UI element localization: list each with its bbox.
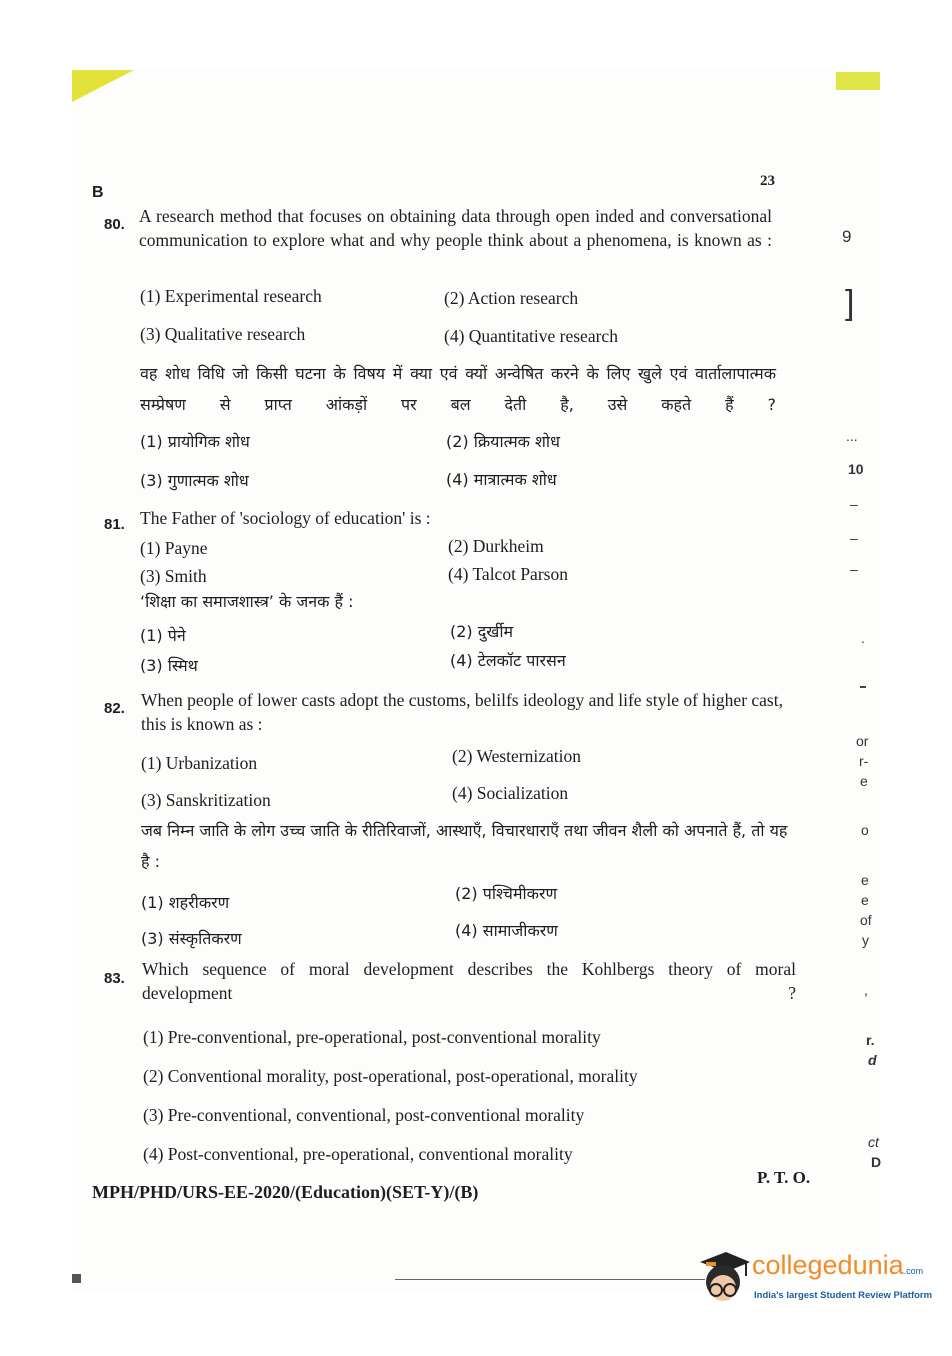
edge-fragment: ] <box>845 284 855 322</box>
hindi-option-4: (4) टेलकॉट पारसन <box>450 651 566 670</box>
edge-fragment: e <box>860 773 868 789</box>
booklet-tag: B <box>92 184 104 201</box>
collegedunia-watermark <box>692 1248 933 1316</box>
edge-fragment: ct <box>868 1134 879 1150</box>
question-text-hindi: जब निम्न जाति के लोग उच्च जाति के रीतिरिवाजों, आस्थाएँ, विचारधाराएँ तथा जीवन शैली को अपनाते हैं, तो यह है : <box>141 821 788 871</box>
hindi-option-1: (1) प्रायोगिक शोध <box>140 432 250 451</box>
question-number: 80. <box>104 216 125 233</box>
hindi-option-2: (2) दुर्खीम <box>450 622 514 641</box>
question-number: 81. <box>104 516 125 533</box>
scan-rule <box>395 1279 705 1280</box>
option-2: (2) Conventional morality, post-operational, post-operational, morality <box>143 1066 638 1086</box>
edge-fragment: – <box>850 530 858 546</box>
mascot-icon <box>692 1248 752 1314</box>
option-2: (2) Durkheim <box>448 536 544 556</box>
hindi-option-3: (3) संस्कृतिकरण <box>141 929 242 948</box>
option-3: (3) Sanskritization <box>141 790 271 810</box>
pto-label: P. T. O. <box>757 1168 811 1187</box>
edge-fragment: or <box>856 733 869 749</box>
edge-fragment: y <box>862 932 869 948</box>
corner-highlight-right <box>836 72 880 90</box>
hindi-option-3: (3) गुणात्मक शोध <box>140 471 249 490</box>
option-1: (1) Payne <box>140 538 208 558</box>
brand-suffix: .com <box>903 1266 924 1276</box>
edge-fragment: – <box>850 561 858 577</box>
edge-fragment: of <box>860 912 872 928</box>
edge-fragment: 10 <box>848 461 864 477</box>
page-number: 23 <box>760 173 775 189</box>
hindi-option-2: (2) क्रियात्मक शोध <box>446 432 560 451</box>
option-4: (4) Talcot Parson <box>448 564 568 584</box>
question-number: 82. <box>104 700 125 717</box>
brand-name: collegedunia <box>752 1250 904 1280</box>
question-number: 83. <box>104 970 125 987</box>
exam-code: MPH/PHD/URS-EE-2020/(Education)(SET-Y)/(B) <box>92 1182 479 1202</box>
hindi-option-4: (4) मात्रात्मक शोध <box>446 470 557 489</box>
option-3: (3) Qualitative research <box>140 324 306 344</box>
question-text: The Father of 'sociology of education' is : <box>140 508 431 528</box>
edge-fragment: 9 <box>842 227 852 246</box>
hindi-option-2: (2) पश्चिमीकरण <box>455 884 558 903</box>
option-1: (1) Experimental research <box>140 286 322 306</box>
edge-fragment: e <box>861 892 869 908</box>
option-2: (2) Westernization <box>452 746 581 766</box>
edge-fragment: e <box>861 872 869 888</box>
option-4: (4) Post-conventional, pre-operational, conventional morality <box>143 1144 573 1164</box>
option-4: (4) Quantitative research <box>444 326 618 346</box>
edge-fragment: d <box>868 1052 877 1068</box>
edge-fragment: o <box>861 822 869 838</box>
question-text-hindi: ‘शिक्षा का समाजशास्त्र’ के जनक हैं : <box>140 592 354 611</box>
edge-fragment: , <box>864 982 868 998</box>
option-2: (2) Action research <box>444 288 579 308</box>
option-1: (1) Pre-conventional, pre-operational, post-conventional morality <box>143 1027 601 1047</box>
edge-fragment: . <box>861 630 865 646</box>
question-text: A research method that focuses on obtaining data through open inded and conversational communication to explore what and why people think about a phenomena, is known as : <box>139 206 772 250</box>
hindi-option-1: (1) शहरीकरण <box>141 893 230 912</box>
question-text-hindi: वह शोध विधि जो किसी घटना के विषय में क्या एवं क्यों अन्वेषित करने के लिए खुले एवं वार्तालापात्मक सम्प्रेषण से प्राप्त आंकड़ों पर बल देती है, उसे कहते हैं ? <box>140 364 776 414</box>
hindi-option-1: (1) पेने <box>140 626 186 645</box>
option-1: (1) Urbanization <box>141 753 258 773</box>
option-3: (3) Pre-conventional, conventional, post-conventional morality <box>143 1105 585 1125</box>
question-text: When people of lower casts adopt the customs, belilfs ideology and life style of higher cast, this is known as : <box>141 690 783 734</box>
question-text: Which sequence of moral development describes the Kohlbergs theory of moral development ? <box>142 959 796 1003</box>
edge-fragment: ... <box>846 428 858 444</box>
option-4: (4) Socialization <box>452 783 569 803</box>
brand-tagline: India's largest Student Review Platform <box>754 1290 933 1301</box>
hindi-option-4: (4) सामाजीकरण <box>455 921 558 940</box>
corner-highlight-left <box>72 70 134 102</box>
edge-fragment: r- <box>859 753 869 769</box>
edge-fragment: – <box>850 496 858 512</box>
option-3: (3) Smith <box>140 566 207 586</box>
edge-fragment: D <box>871 1154 882 1170</box>
scan-mark <box>72 1274 81 1283</box>
edge-fragment: r. <box>866 1032 875 1048</box>
hindi-option-3: (3) स्मिथ <box>140 656 198 675</box>
scan-mark <box>860 686 866 688</box>
